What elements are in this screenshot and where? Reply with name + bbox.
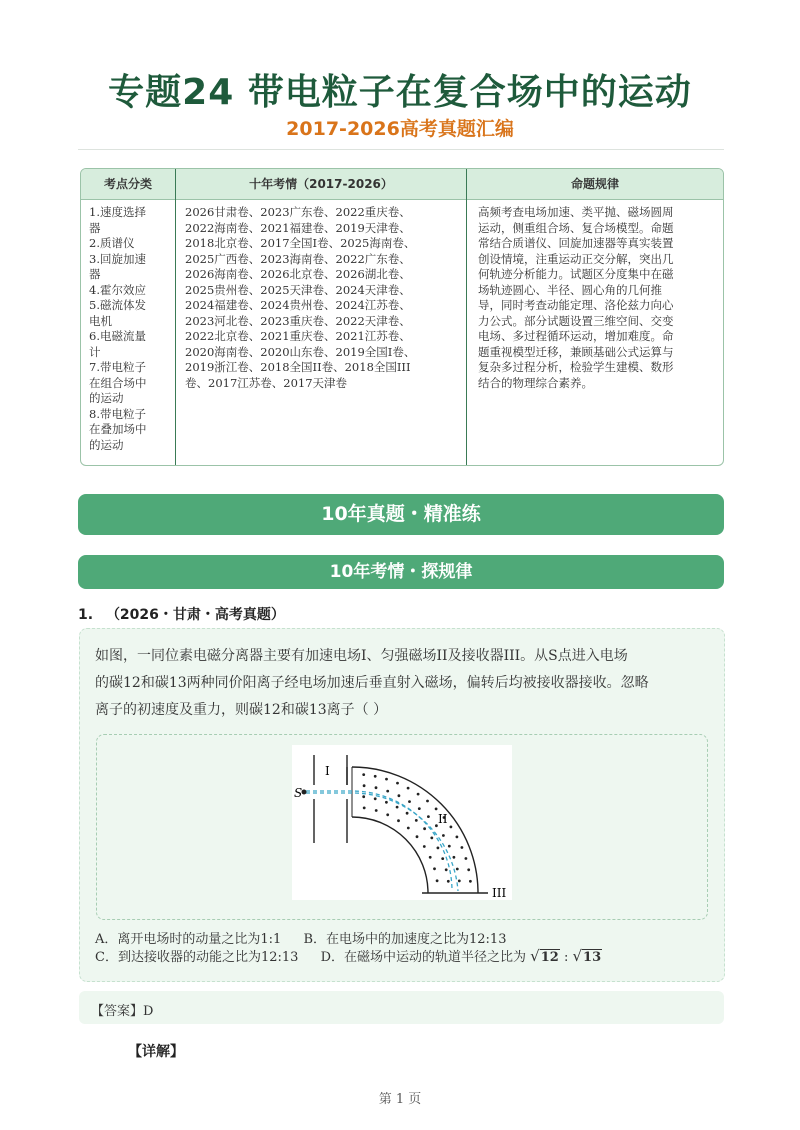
category-line: 5.磁流体发	[89, 298, 146, 312]
table-cell-history	[185, 205, 463, 391]
label-ii: II	[438, 812, 448, 826]
separator-diagram	[292, 745, 512, 900]
field-dot	[467, 868, 470, 871]
field-dot	[396, 806, 399, 809]
field-dot	[448, 845, 451, 848]
field-dot	[415, 819, 418, 822]
category-line: 的运动	[89, 391, 124, 405]
option-c[interactable]: C．到达接收器的动能之比为12:13	[95, 950, 299, 965]
category-line: 在叠加场中	[89, 422, 147, 436]
label-iii: III	[492, 886, 507, 900]
sqrt-12-value: 12	[540, 950, 559, 965]
page-title: 专题24 带电粒子在复合场中的运动	[108, 72, 692, 113]
question-line: 如图，一同位素电磁分离器主要有加速电场I、匀强磁场II及接收器III。从S点进入电场	[95, 648, 628, 664]
field-dot	[397, 819, 400, 822]
field-dot	[456, 836, 459, 839]
field-dot	[430, 837, 433, 840]
history-line: 2026甘肃卷、2023广东卷、2022重庆卷、	[185, 205, 411, 219]
field-dot	[396, 782, 399, 785]
answer-label: 【答案】	[91, 1004, 144, 1019]
history-line: 2018北京卷、2017全国I卷、2025海南卷、	[185, 236, 416, 250]
history-line: 2024福建卷、2024贵州卷、2024江苏卷、	[185, 298, 411, 312]
question-line: 离子的初速度及重力，则碳12和碳13离子（ ）	[95, 702, 388, 718]
category-line: 器	[89, 220, 101, 235]
field-dot	[407, 827, 410, 830]
field-dot	[456, 868, 459, 871]
field-dot	[441, 857, 444, 860]
field-dot	[429, 856, 432, 859]
field-dot	[469, 880, 472, 883]
question-heading	[78, 604, 285, 624]
option-b[interactable]: B．在电场中的加速度之比为12:13	[303, 932, 507, 947]
field-dot	[423, 827, 426, 830]
history-line: 2023河北卷、2023重庆卷、2022天津卷、	[185, 313, 411, 328]
section-banner-practice: 10年真题・精准练	[78, 494, 724, 535]
field-dot	[417, 793, 420, 796]
category-line: 2.质谱仪	[89, 236, 135, 250]
field-dot	[362, 795, 365, 798]
table-header-category: 考点分类	[103, 177, 152, 191]
field-dot	[385, 801, 388, 804]
table-header-history: 十年考情（2017-2026）	[249, 177, 393, 191]
option-row-2	[95, 946, 602, 965]
sqrt-13: √13	[572, 947, 602, 965]
category-line: 7.带电粒子	[89, 360, 146, 374]
question-line: 的碳12和碳13两种同价阳离子经电场加速后垂直射入磁场，偏转后均被接收器接收。忽略	[95, 675, 649, 691]
answer-box	[79, 991, 724, 1024]
separator-figure	[292, 745, 512, 900]
pattern-line: 常结合质谱仪、回旋加速器等真实装置	[478, 236, 674, 250]
table-cell-pattern	[478, 205, 718, 391]
option-d-text: D．在磁场中运动的轨道半径之比为	[320, 950, 526, 965]
category-line: 4.霍尔效应	[89, 282, 146, 297]
category-line: 在组合场中	[89, 375, 147, 390]
pattern-line: 何轨迹分析能力。试题区分度集中在磁	[478, 267, 674, 281]
field-dot	[363, 784, 366, 787]
history-line: 2019浙江卷、2018全国II卷、2018全国III	[185, 360, 411, 374]
pattern-line: 高频考查电场加速、类平抛、磁场圆周	[478, 205, 674, 219]
pattern-line: 电场、多过程循环运动，增加难度。命	[478, 329, 674, 343]
field-dot	[426, 800, 429, 803]
field-dot	[465, 857, 468, 860]
table-header-pattern: 命题规律	[570, 177, 619, 191]
option-a[interactable]: A．离开电场时的动量之比为1:1	[95, 932, 282, 947]
field-dot	[435, 808, 438, 811]
field-dot	[427, 815, 430, 818]
category-line: 8.带电粒子	[89, 406, 146, 421]
history-line: 卷、2017江苏卷、2017天津卷	[185, 375, 348, 390]
field-dot	[418, 807, 421, 810]
field-dot	[385, 778, 388, 781]
table-header-row	[81, 169, 723, 200]
field-dot	[407, 787, 410, 790]
table-cell-categories	[89, 205, 173, 453]
field-dot	[423, 845, 426, 848]
field-dot	[458, 880, 461, 883]
table-divider	[175, 169, 176, 465]
pattern-line: 题重视模型迁移，兼顾基础公式运算与	[478, 344, 674, 359]
pattern-line: 复杂多过程分析，检验学生建模、数形	[478, 360, 674, 374]
question-number: 1.	[78, 607, 94, 623]
field-dot	[436, 879, 439, 882]
history-line: 2025贵州卷、2025天津卷、2024天津卷、	[185, 282, 411, 297]
field-dot	[408, 800, 411, 803]
field-dot	[461, 846, 464, 849]
question-source: （2026・甘肃・高考真题）	[105, 607, 285, 623]
field-dot	[398, 794, 401, 797]
field-dot	[374, 775, 377, 778]
history-line: 2026海南卷、2026北京卷、2026湖北卷、	[185, 267, 411, 281]
field-dot	[386, 813, 389, 816]
category-line: 3.回旋加速	[89, 251, 146, 266]
sqrt-13-value: 13	[583, 950, 602, 965]
pattern-line: 结合的物理综合素养。	[478, 375, 593, 390]
page-subtitle: 2017-2026高考真题汇编	[286, 118, 514, 140]
field-dot	[416, 835, 419, 838]
pattern-line: 力公式。部分试题设置三维空间、交变	[478, 313, 674, 328]
field-dot	[445, 868, 448, 871]
field-dot	[375, 809, 378, 812]
label-s: S	[294, 786, 303, 800]
category-line: 的运动	[89, 437, 124, 452]
label-i: I	[325, 764, 330, 778]
detail-label: 【详解】	[128, 1044, 184, 1060]
pattern-line: 场轨迹圆心、半径、圆心角的几何推	[478, 282, 662, 297]
field-dot	[442, 834, 445, 837]
pattern-line: 导，同时考查动能定理、洛伦兹力向心	[478, 298, 674, 312]
field-dot	[433, 867, 436, 870]
category-line: 电机	[89, 313, 112, 328]
field-dot	[362, 773, 365, 776]
field-dot	[363, 807, 366, 810]
category-line: 6.电磁流量	[89, 329, 146, 343]
field-dot	[374, 797, 377, 800]
table-divider	[466, 169, 467, 465]
question-stem	[95, 643, 715, 724]
field-dot	[437, 847, 440, 850]
option-d[interactable]	[320, 947, 603, 965]
answer-value: D	[143, 1004, 154, 1019]
history-line: 2025广西卷、2023海南卷、2022广东卷、	[185, 251, 411, 266]
pattern-line: 创设情境，注重运动正交分解，突出几	[478, 251, 674, 266]
field-dot	[447, 880, 450, 883]
field-dot	[386, 790, 389, 793]
page-footer: 第 1 页	[378, 1092, 422, 1107]
history-line: 2020海南卷、2020山东卷、2019全国I卷、	[185, 344, 416, 359]
overview-table	[80, 168, 724, 466]
history-line: 2022北京卷、2021重庆卷、2021江苏卷、	[185, 329, 411, 343]
category-line: 1.速度选择	[89, 205, 146, 219]
title-divider	[78, 149, 724, 150]
sqrt-12: √12	[530, 947, 559, 965]
field-dot	[406, 812, 409, 815]
field-dot	[375, 786, 378, 789]
pattern-line: 运动，侧重组合场、复合场模型。命题	[478, 220, 674, 235]
history-line: 2022海南卷、2021福建卷、2019天津卷、	[185, 220, 411, 235]
field-dot	[453, 856, 456, 859]
category-line: 器	[89, 267, 101, 281]
ratio-separator: :	[563, 950, 569, 965]
field-dot	[450, 826, 453, 829]
category-line: 计	[89, 344, 101, 359]
option-row-1	[95, 928, 506, 947]
section-banner-trends: 10年考情・探规律	[78, 555, 724, 589]
answer	[91, 1000, 153, 1019]
